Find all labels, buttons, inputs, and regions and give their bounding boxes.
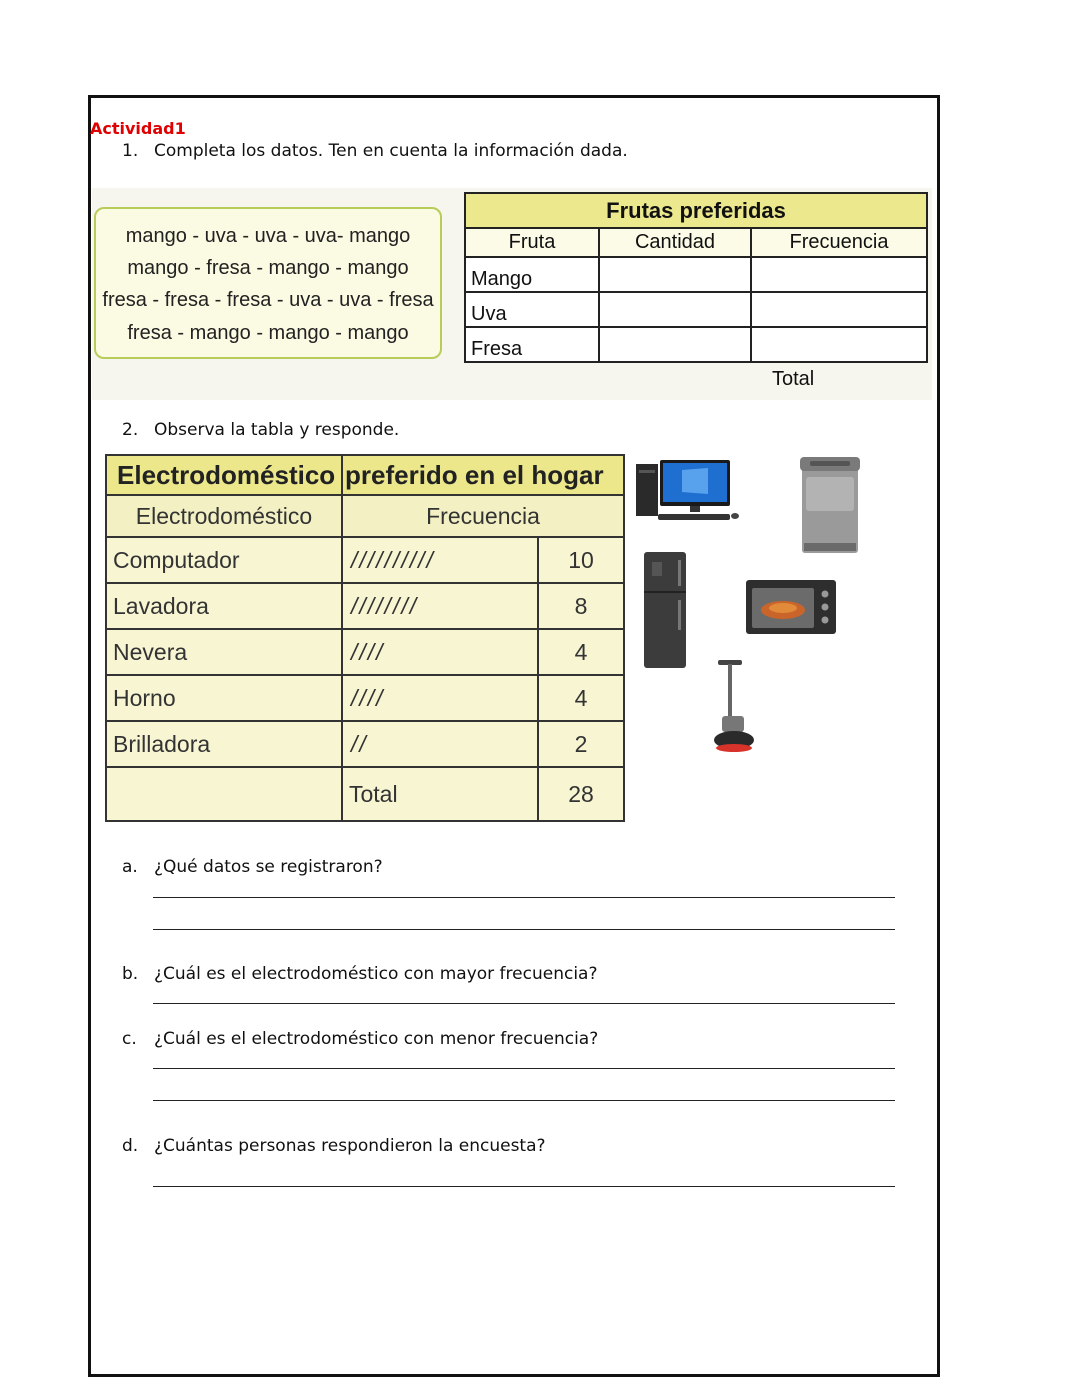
fruit-list-line: fresa - mango - mango - mango (127, 322, 409, 344)
appliance-name: Computador (106, 537, 342, 583)
appliance-total-empty (106, 767, 342, 821)
question-c (122, 1029, 598, 1049)
answer-line-c1[interactable] (153, 1068, 895, 1069)
washing-machine-icon (796, 453, 864, 555)
fruit-cantidad-cell[interactable] (599, 327, 751, 362)
answer-line-a1[interactable] (153, 897, 895, 898)
appliance-table-title-right: preferido en el hogar (342, 455, 624, 495)
fruit-list-line: mango - uva - uva - uva- mango (125, 225, 411, 247)
question-1 (122, 141, 628, 161)
question-d-text: ¿Cuántas personas respondieron la encuesta? (154, 1136, 546, 1156)
appliance-total-value: 28 (538, 767, 624, 821)
question-c-letter: c. (122, 1029, 137, 1049)
appliance-name: Nevera (106, 629, 342, 675)
answer-line-a2[interactable] (153, 929, 895, 930)
question-a-letter: a. (122, 857, 138, 877)
fruit-list-box (94, 207, 442, 359)
fruit-row-label: Mango (465, 257, 599, 292)
refrigerator-icon (642, 550, 688, 670)
appliance-frequency: 4 (538, 629, 624, 675)
question-2-text: Observa la tabla y responde. (154, 420, 400, 440)
appliance-frequency: 8 (538, 583, 624, 629)
appliance-total-label: Total (342, 767, 538, 821)
fruit-table (464, 192, 928, 363)
computer-icon (634, 458, 742, 524)
appliance-frequency: 10 (538, 537, 624, 583)
fruit-row-label: Fresa (465, 327, 599, 362)
question-b-letter: b. (122, 964, 139, 984)
answer-line-b1[interactable] (153, 1003, 895, 1004)
question-1-text: Completa los datos. Ten en cuenta la información dada. (154, 141, 628, 161)
appliance-tally: //////// (342, 583, 538, 629)
fruit-cantidad-cell[interactable] (599, 257, 751, 292)
appliance-name: Brilladora (106, 721, 342, 767)
oven-icon (744, 578, 838, 638)
appliance-table-header-name: Electrodoméstico (106, 495, 342, 537)
appliance-tally: // (342, 721, 538, 767)
fruit-frecuencia-cell[interactable] (751, 257, 927, 292)
appliance-tally: //// (342, 629, 538, 675)
fruit-frecuencia-cell[interactable] (751, 327, 927, 362)
question-2-number: 2. (122, 420, 139, 440)
question-a-text: ¿Qué datos se registraron? (154, 857, 383, 877)
appliance-table-title-left: Electrodoméstico (106, 455, 342, 495)
appliance-tally: ////////// (342, 537, 538, 583)
appliance-frequency: 2 (538, 721, 624, 767)
fruit-table-title: Frutas preferidas (465, 193, 927, 228)
fruit-table-header-frecuencia: Frecuencia (751, 228, 927, 257)
question-b-text: ¿Cuál es el electrodoméstico con mayor frecuencia? (154, 964, 598, 984)
fruit-table-header-fruta: Fruta (465, 228, 599, 257)
fruit-list-line: mango - fresa - mango - mango (127, 257, 409, 279)
appliance-tally: //// (342, 675, 538, 721)
question-d (122, 1136, 546, 1156)
appliance-frequency: 4 (538, 675, 624, 721)
appliance-name: Horno (106, 675, 342, 721)
appliance-name: Lavadora (106, 583, 342, 629)
answer-line-d1[interactable] (153, 1186, 895, 1187)
question-b (122, 964, 597, 984)
appliance-table (105, 454, 625, 822)
question-c-text: ¿Cuál es el electrodoméstico con menor frecuencia? (154, 1029, 599, 1049)
question-a (122, 857, 383, 877)
fruit-table-header-cantidad: Cantidad (599, 228, 751, 257)
activity-title: Actividad1 (90, 119, 186, 138)
fruit-frecuencia-cell[interactable] (751, 292, 927, 327)
floor-polisher-icon (710, 656, 760, 756)
answer-line-c2[interactable] (153, 1100, 895, 1101)
question-d-letter: d. (122, 1136, 139, 1156)
question-1-number: 1. (122, 141, 139, 161)
fruit-total-label: Total (772, 368, 815, 390)
appliance-table-header-frequency: Frecuencia (342, 495, 624, 537)
fruit-row-label: Uva (465, 292, 599, 327)
fruit-list-line: fresa - fresa - fresa - uva - uva - fresa (102, 289, 434, 311)
fruit-cantidad-cell[interactable] (599, 292, 751, 327)
question-2 (122, 420, 399, 440)
